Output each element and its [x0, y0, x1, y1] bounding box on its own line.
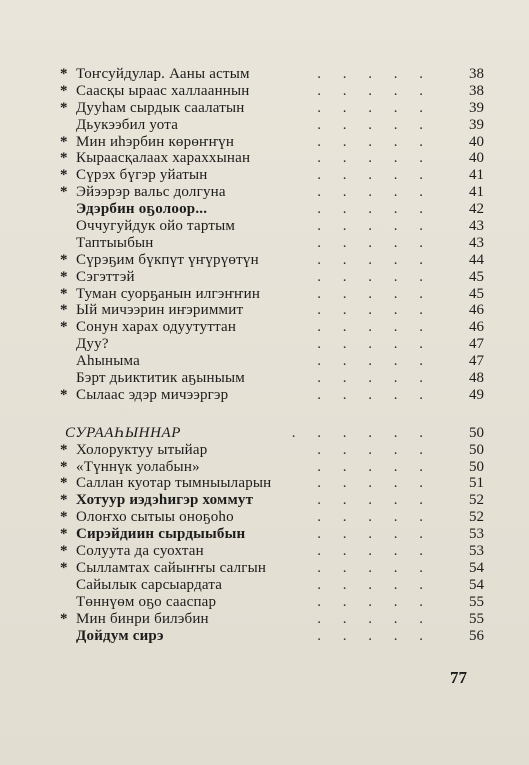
toc-entry — [60, 543, 490, 560]
asterisk-mark: * — [60, 543, 68, 560]
dot-leader: . . . . . — [317, 492, 432, 509]
toc-entry-title: Дойдум сирэ — [76, 627, 164, 644]
toc-entry-page: 41 — [469, 184, 484, 201]
toc-entry-page: 50 — [469, 441, 484, 458]
dot-leader: . . . . . . — [291, 424, 432, 441]
toc-entry-title: Таптыыбын — [76, 234, 154, 251]
asterisk-mark: * — [60, 386, 68, 403]
toc-entry-title: Төннүөм оҕо сааспар — [76, 593, 217, 610]
dot-leader: . . . . . — [317, 458, 432, 475]
toc-entry-title: Дьукээбил уота — [76, 116, 179, 133]
dot-leader: . . . . . — [317, 184, 432, 201]
toc-entry-page: 43 — [469, 218, 484, 235]
toc-entry — [60, 218, 490, 235]
page-number: 77 — [450, 668, 467, 687]
toc-entry — [60, 117, 490, 134]
toc-entry — [60, 509, 490, 526]
toc-entry-page: 41 — [469, 167, 484, 184]
toc-entry-title: Тоҥсуйдулар. Ааны астым — [76, 66, 250, 82]
dot-leader: . . . . . — [317, 610, 432, 627]
toc-entry — [60, 336, 490, 353]
dot-leader: . . . . . — [317, 251, 432, 268]
toc-entry-page: 45 — [469, 268, 484, 285]
toc-entry-title: Олоҥхо сытыы оноҕоһо — [76, 509, 234, 526]
dot-leader: . . . . . — [317, 99, 432, 116]
dot-leader: . . . . . — [317, 336, 432, 353]
dot-leader: . . . . . — [317, 167, 432, 184]
toc-entry-page: 50 — [469, 458, 484, 475]
toc-entry-title: Сылаас эдэр мичээргэр — [76, 386, 229, 403]
dot-leader: . . . . . — [317, 302, 432, 319]
dot-leader: . . . . . — [317, 543, 432, 560]
toc-entry — [60, 611, 490, 628]
toc-entry — [60, 66, 490, 83]
toc-entry — [60, 628, 490, 645]
toc-entry-title: Сүрэх бүгэр уйатын — [76, 167, 208, 184]
asterisk-mark: * — [60, 475, 68, 492]
toc-entry-page: 39 — [469, 99, 484, 116]
asterisk-mark: * — [60, 99, 68, 116]
section-gap — [60, 404, 490, 425]
toc-entry-title: Сонун харах одуутуттан — [76, 319, 237, 336]
toc-entry-title: Дуу? — [76, 336, 109, 353]
asterisk-mark: * — [60, 526, 68, 543]
toc-entry — [60, 387, 490, 404]
toc-entry — [60, 319, 490, 336]
toc-entry-page: 45 — [469, 285, 484, 302]
toc-entry-page: 38 — [469, 66, 484, 82]
toc-entry — [60, 150, 490, 167]
toc-entry-title: Саасқы ыраас халлааннын — [76, 82, 250, 99]
toc-section-poems — [60, 66, 490, 404]
dot-leader: . . . . . — [317, 526, 432, 543]
toc-entry-page: 47 — [469, 336, 484, 353]
asterisk-mark: * — [60, 302, 68, 319]
toc-entry — [60, 134, 490, 151]
toc-entry — [60, 184, 490, 201]
dot-leader: . . . . . — [317, 353, 432, 370]
toc-entry-title: Сүрэҕим бүкпүт үҥүрүөтүн — [76, 251, 259, 268]
asterisk-mark: * — [60, 492, 68, 509]
toc-entry — [60, 286, 490, 303]
toc-entry-title: Хотуур иэдэһигэр хоммут — [76, 492, 254, 509]
section-heading-row — [60, 425, 490, 442]
dot-leader: . . . . . — [317, 441, 432, 458]
toc-entry-title: Сирэйдиин сырдыыбын — [76, 526, 246, 543]
dot-leader: . . . . . — [317, 116, 432, 133]
asterisk-mark: * — [60, 319, 68, 336]
toc-entry — [60, 560, 490, 577]
toc-entry-page: 42 — [469, 201, 484, 218]
toc-entry — [60, 269, 490, 286]
asterisk-mark: * — [60, 66, 68, 82]
toc-entry-title: Сэгэттэй — [76, 268, 135, 285]
section-heading-page: 50 — [469, 424, 484, 441]
toc-entry-title: Саллан куотар тымныыларын — [76, 475, 272, 492]
toc-entry-title: Холоруктуу ытыйар — [76, 441, 208, 458]
toc-entry-page: 49 — [469, 386, 484, 403]
asterisk-mark: * — [60, 167, 68, 184]
toc-entry-page: 44 — [469, 251, 484, 268]
toc-entry-page: 52 — [469, 492, 484, 509]
toc-entry-page: 39 — [469, 116, 484, 133]
toc-entry-title: Эдэрбин оҕолоор... — [76, 201, 208, 218]
toc-entry-title: Эйээрэр вальс долгуна — [76, 184, 226, 201]
toc-entry-page: 46 — [469, 319, 484, 336]
dot-leader: . . . . . — [317, 234, 432, 251]
toc-entry — [60, 353, 490, 370]
toc-entry-page: 38 — [469, 82, 484, 99]
toc-entry-title: Солуута да суохтан — [76, 543, 204, 560]
toc-entry-title: Сылламтах сайыҥҥы салгын — [76, 559, 267, 576]
dot-leader: . . . . . — [317, 268, 432, 285]
dot-leader: . . . . . — [317, 627, 432, 644]
toc-entry-page: 40 — [469, 133, 484, 150]
toc-entry-title: Аһыныма — [76, 353, 140, 370]
asterisk-mark: * — [60, 559, 68, 576]
toc-entry — [60, 594, 490, 611]
toc-entry — [60, 201, 490, 218]
toc-entry-title: «Түннүк уолабын» — [76, 458, 200, 475]
dot-leader: . . . . . — [317, 133, 432, 150]
asterisk-mark: * — [60, 251, 68, 268]
toc-entry-title: Кыраасқалаах хараххынан — [76, 150, 251, 167]
toc-entry-page: 53 — [469, 526, 484, 543]
toc-entry-page: 47 — [469, 353, 484, 370]
dot-leader: . . . . . — [317, 386, 432, 403]
asterisk-mark: * — [60, 441, 68, 458]
toc-entry — [60, 252, 490, 269]
toc-entry-title: Оччугуйдук ойо тартым — [76, 218, 236, 235]
dot-leader: . . . . . — [317, 201, 432, 218]
toc-entry-page: 43 — [469, 234, 484, 251]
toc-entry-page: 55 — [469, 610, 484, 627]
toc-entry-page: 54 — [469, 576, 484, 593]
toc-entry — [60, 459, 490, 476]
toc-entry — [60, 577, 490, 594]
asterisk-mark: * — [60, 82, 68, 99]
toc-entry-title: Туман суорҕанын илгэҥҥин — [76, 285, 261, 302]
toc-entry — [60, 167, 490, 184]
toc-entry-page: 48 — [469, 370, 484, 387]
toc-entry-page: 52 — [469, 509, 484, 526]
toc-entry-title: Ый мичээрин иҥэриммит — [76, 302, 244, 319]
asterisk-mark: * — [60, 458, 68, 475]
asterisk-mark: * — [60, 610, 68, 627]
asterisk-mark: * — [60, 285, 68, 302]
toc-entry-page: 56 — [469, 627, 484, 644]
dot-leader: . . . . . — [317, 370, 432, 387]
dot-leader: . . . . . — [317, 319, 432, 336]
table-of-contents — [60, 66, 490, 644]
dot-leader: . . . . . — [317, 576, 432, 593]
dot-leader: . . . . . — [317, 559, 432, 576]
toc-entry — [60, 235, 490, 252]
toc-entry-page: 46 — [469, 302, 484, 319]
asterisk-mark: * — [60, 184, 68, 201]
toc-entry-page: 54 — [469, 559, 484, 576]
section-heading-title: СУРААҺЫННАР — [65, 424, 182, 441]
asterisk-mark: * — [60, 509, 68, 526]
dot-leader: . . . . . — [317, 509, 432, 526]
toc-entry — [60, 442, 490, 459]
toc-entry-title: Бэрт дьиктитик аҕыныым — [76, 370, 245, 387]
toc-entry — [60, 83, 490, 100]
dot-leader: . . . . . — [317, 475, 432, 492]
toc-entry — [60, 370, 490, 387]
toc-entry — [60, 492, 490, 509]
toc-entry-page: 53 — [469, 543, 484, 560]
toc-entry-title: Мин бинри билэбин — [76, 610, 209, 627]
dot-leader: . . . . . — [317, 593, 432, 610]
toc-entry-title: Мин иһэрбин көрөҥҥүн — [76, 133, 235, 150]
toc-entry-page: 51 — [469, 475, 484, 492]
dot-leader: . . . . . — [317, 82, 432, 99]
asterisk-mark: * — [60, 133, 68, 150]
asterisk-mark: * — [60, 268, 68, 285]
toc-entry — [60, 526, 490, 543]
asterisk-mark: * — [60, 150, 68, 167]
dot-leader: . . . . . — [317, 285, 432, 302]
dot-leader: . . . . . — [317, 150, 432, 167]
toc-entry-page: 55 — [469, 593, 484, 610]
toc-entry-title: Сайылык сарсыардата — [76, 576, 223, 593]
toc-entry-title: Дууһам сырдык саалатын — [76, 99, 245, 116]
toc-entry — [60, 100, 490, 117]
dot-leader: . . . . . — [317, 218, 432, 235]
toc-entry-page: 40 — [469, 150, 484, 167]
dot-leader: . . . . . — [317, 66, 432, 82]
toc-entry — [60, 475, 490, 492]
toc-entry — [60, 302, 490, 319]
toc-section-suraahynnar — [60, 442, 490, 645]
